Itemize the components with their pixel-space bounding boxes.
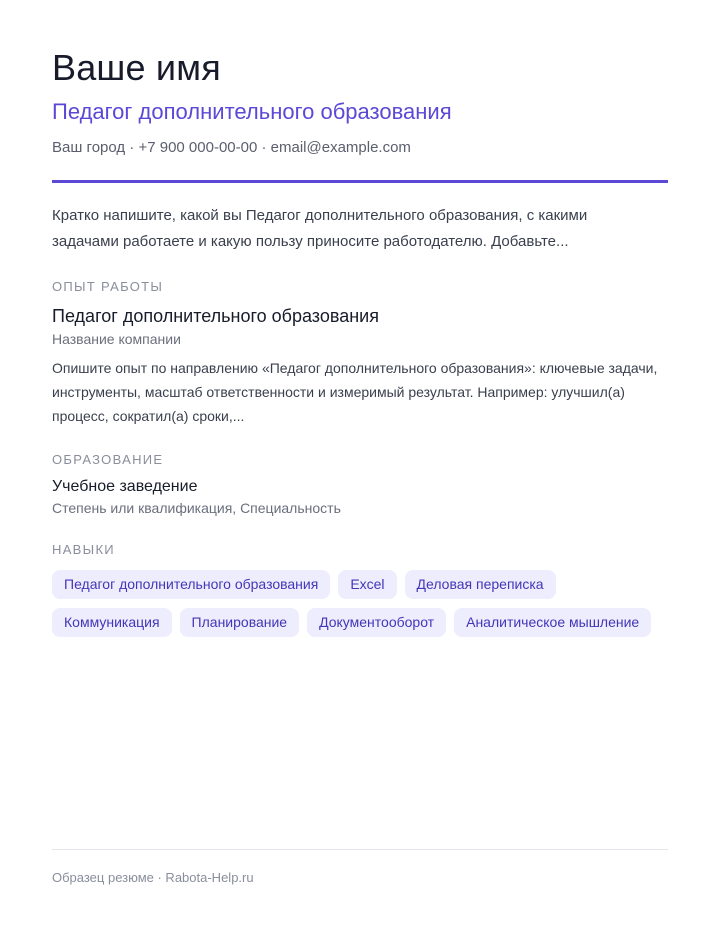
header-divider (52, 180, 668, 183)
candidate-position: Педагог дополнительного образования (52, 99, 452, 124)
summary-text: Кратко напишите, какой вы Педагог дополнительного образования, с какими задачами работаете и какую пользу приносите работодателю. Добавьте... (52, 207, 588, 250)
skill-chip: Аналитическое мышление (454, 608, 651, 637)
footer-divider (52, 849, 668, 850)
candidate-name: Ваше имя (52, 47, 221, 88)
resume-page (52, 0, 668, 936)
skills-list (52, 570, 668, 637)
skills-heading: НАВЫКИ (52, 542, 115, 557)
experience-heading: ОПЫТ РАБОТЫ (52, 279, 164, 294)
education-degree: Степень или квалификация, Специальность (52, 500, 341, 516)
skill-chip: Педагог дополнительного образования (52, 570, 330, 599)
job-description: Опишите опыт по направлению «Педагог дополнительного образования»: ключевые задачи, инструменты, масштаб ответственности и измеримый результат. Например: улучшил(а) процесс, сократил(а) сроки,... (52, 360, 658, 424)
skill-chip: Коммуникация (52, 608, 172, 637)
skill-chip: Документооборот (307, 608, 446, 637)
company-name: Название компании (52, 331, 181, 347)
footer-text: Образец резюме · Rabota-Help.ru (52, 870, 254, 885)
skill-chip: Планирование (180, 608, 300, 637)
contact-line: Ваш город · +7 900 000-00-00 · email@example.com (52, 139, 411, 156)
job-title: Педагог дополнительного образования (52, 306, 379, 326)
skill-chip: Деловая переписка (405, 570, 556, 599)
skill-chip: Excel (338, 570, 396, 599)
education-heading: ОБРАЗОВАНИЕ (52, 452, 164, 467)
education-institution: Учебное заведение (52, 478, 198, 495)
